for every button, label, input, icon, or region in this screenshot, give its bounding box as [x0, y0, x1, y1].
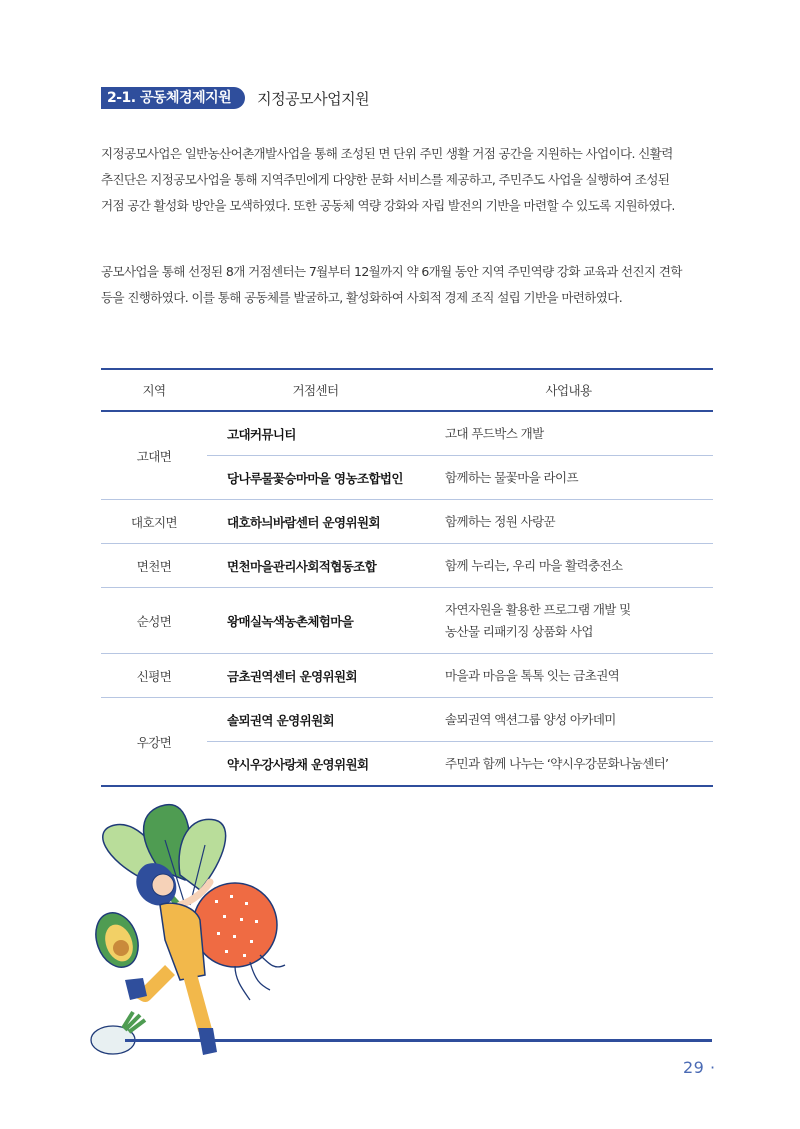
content-cell: 마을과 마음을 톡톡 잇는 금초권역 [424, 654, 713, 698]
table-row [101, 544, 713, 588]
region-cell: 신평면 [101, 654, 207, 698]
center-cell: 금초권역센터 운영위원회 [207, 654, 424, 698]
table-row [101, 500, 713, 544]
center-cell: 당나루물꽃승마마을 영농조합법인 [207, 456, 424, 500]
region-cell: 대호지면 [101, 500, 207, 544]
section-badge: 2-1. 공동체경제지원 [101, 87, 245, 109]
content-cell: 함께하는 물꽃마을 라이프 [424, 456, 713, 500]
center-table [101, 368, 713, 787]
region-cell: 순성면 [101, 588, 207, 654]
center-cell: 왕매실녹색농촌체험마을 [207, 588, 424, 654]
region-cell: 고대면 [101, 411, 207, 500]
table-row [101, 698, 713, 742]
table-header-row [101, 369, 713, 411]
content-cell: 솔뫼권역 액션그룹 양성 아카데미 [424, 698, 713, 742]
center-cell: 면천마을관리사회적협동조합 [207, 544, 424, 588]
content-cell: 함께하는 정원 사랑꾼 [424, 500, 713, 544]
content-line: 자연자원을 활용한 프로그램 개발 및 [445, 601, 631, 617]
center-cell: 대호하늬바람센터 운영위원회 [207, 500, 424, 544]
center-cell: 솔뫼권역 운영위원회 [207, 698, 424, 742]
content-cell [424, 588, 713, 654]
paragraph-line: 지정공모사업은 일반농산어촌개발사업을 통해 조성된 면 단위 주민 생활 거점 공간을 지원하는 사업이다. 신활력 [101, 146, 673, 161]
page-number: 29 · [683, 1058, 716, 1077]
second-paragraph [101, 259, 713, 311]
paragraph-line: 등을 진행하였다. 이를 통해 공동체를 발굴하고, 활성화하여 사회적 경제 조직 설립 기반을 마련하였다. [101, 290, 623, 305]
center-cell: 고대커뮤니티 [207, 411, 424, 456]
footer-rule [125, 1039, 712, 1042]
farmer-carrying-radish-illustration [85, 800, 345, 1070]
header-center: 거점센터 [207, 369, 424, 411]
region-cell: 면천면 [101, 544, 207, 588]
content-cell: 고대 푸드박스 개발 [424, 411, 713, 456]
table-row [101, 654, 713, 698]
content-cell: 함께 누리는, 우리 마을 활력충전소 [424, 544, 713, 588]
content-cell: 주민과 함께 나누는 ‘약시우강문화나눔센터’ [424, 742, 713, 787]
intro-paragraph [101, 141, 713, 219]
region-cell: 우강면 [101, 698, 207, 787]
header-region: 지역 [101, 369, 207, 411]
table-row [101, 411, 713, 456]
paragraph-line: 추진단은 지정공모사업을 통해 지역주민에게 다양한 문화 서비스를 제공하고, 주민주도 사업을 실행하여 조성된 [101, 172, 670, 187]
paragraph-line: 거점 공간 활성화 방안을 모색하였다. 또한 공동체 역량 강화와 자립 발전의 기반을 마련할 수 있도록 지원하였다. [101, 198, 675, 213]
header-content: 사업내용 [424, 369, 713, 411]
section-heading [101, 86, 369, 110]
center-cell: 약시우강사랑채 운영위원회 [207, 742, 424, 787]
content-line: 농산물 리패키징 상품화 사업 [445, 623, 593, 639]
paragraph-line: 공모사업을 통해 선정된 8개 거점센터는 7월부터 12월까지 약 6개월 동안 지역 주민역량 강화 교육과 선진지 견학 [101, 264, 682, 279]
table-row [101, 588, 713, 654]
section-title: 지정공모사업지원 [257, 89, 370, 108]
